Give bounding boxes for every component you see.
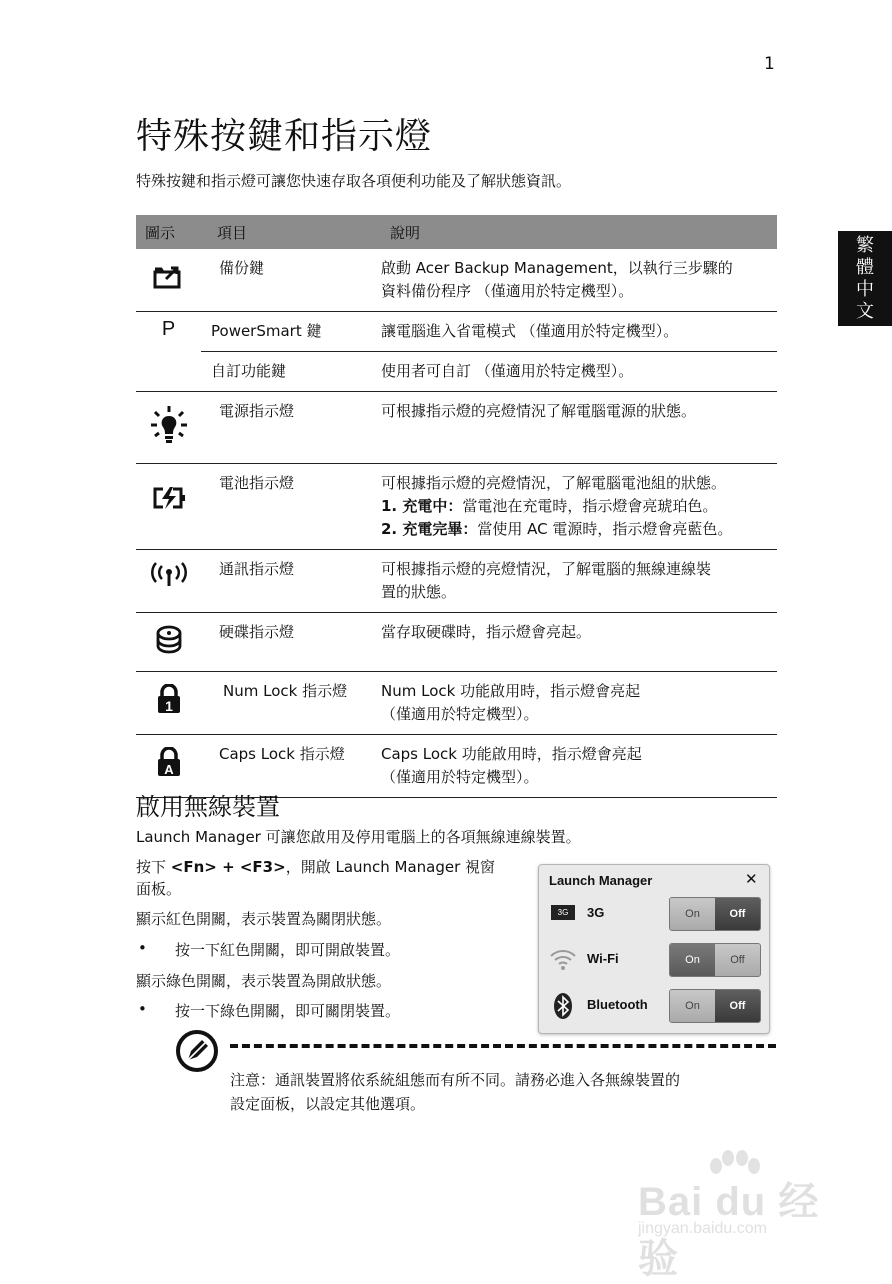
table-row bbox=[136, 312, 777, 352]
table-cell-item: PowerSmart 鍵 bbox=[201, 312, 381, 352]
lm-row-bluetooth bbox=[549, 989, 761, 1023]
wireless-intro: Launch Manager 可讓您啟用及停用電腦上的各項無線連線裝置。 bbox=[136, 828, 581, 846]
3g-icon: 3G bbox=[551, 905, 575, 920]
header-icon: 圖示 bbox=[136, 215, 201, 249]
note-line: 注意：通訊裝置將依系統組態而有所不同。請務必進入各無線裝置的 bbox=[230, 1071, 681, 1089]
page-title: 特殊按鍵和指示燈 bbox=[136, 116, 433, 157]
svg-text:A: A bbox=[163, 762, 174, 777]
table-row bbox=[136, 613, 777, 672]
table-cell-item: 電源指示燈 bbox=[201, 392, 381, 464]
table-row bbox=[136, 392, 777, 464]
toggle-on[interactable]: On bbox=[670, 944, 715, 976]
table-cell-item: 硬碟指示燈 bbox=[201, 613, 381, 672]
toggle-3g[interactable] bbox=[669, 897, 761, 931]
side-tab-char: 文 bbox=[856, 300, 874, 322]
toggle-on[interactable]: On bbox=[670, 990, 715, 1022]
watermark-brand: Bai du 经验 bbox=[638, 1180, 820, 1281]
table-cell-desc: 可根據指示燈的亮燈情況了解電腦電源的狀態。 bbox=[381, 392, 777, 464]
toggle-off[interactable]: Off bbox=[715, 898, 760, 930]
num-lock-icon bbox=[156, 684, 182, 714]
wifi-icon bbox=[549, 947, 577, 971]
table-cell-item: 通訊指示燈 bbox=[201, 550, 381, 613]
table-cell-desc: 當存取硬碟時，指示燈會亮起。 bbox=[381, 613, 777, 672]
table-cell-desc: 置的狀態。 bbox=[381, 583, 457, 601]
toggle-bluetooth[interactable] bbox=[669, 989, 761, 1023]
p-key-icon: P bbox=[161, 318, 176, 340]
lm-label-3g: 3G bbox=[587, 905, 605, 920]
page-intro: 特殊按鍵和指示燈可讓您快速存取各項便利功能及了解狀態資訊。 bbox=[136, 172, 572, 190]
green-switch-bullet: 按一下綠色開關，即可關閉裝置。 bbox=[175, 1002, 401, 1020]
launch-manager-panel bbox=[538, 864, 770, 1034]
hdd-icon bbox=[155, 625, 183, 655]
green-switch-text: 顯示綠色開關，表示裝置為開啟狀態。 bbox=[136, 972, 392, 990]
table-cell-desc: Caps Lock 功能啟用時，指示燈會亮起 bbox=[381, 745, 642, 763]
lm-label-bluetooth: Bluetooth bbox=[587, 997, 648, 1012]
lm-row-3g bbox=[549, 897, 761, 931]
bullet: • bbox=[138, 939, 147, 957]
keys-indicators-table bbox=[136, 215, 777, 798]
lm-label-wifi: Wi-Fi bbox=[587, 951, 619, 966]
backup-icon bbox=[152, 261, 186, 289]
table-cell-desc: （僅適用於特定機型）。 bbox=[381, 705, 539, 723]
red-switch-bullet: 按一下紅色開關，即可開啟裝置。 bbox=[175, 941, 401, 959]
table-cell-item: 電池指示燈 bbox=[201, 464, 381, 550]
sub-item-text: 當使用 AC 電源時，指示燈會亮藍色。 bbox=[477, 520, 733, 538]
side-tab-char: 體 bbox=[856, 256, 874, 278]
section-heading-wireless: 啟用無線裝置 bbox=[136, 793, 280, 821]
toggle-on[interactable]: On bbox=[670, 898, 715, 930]
note-icon bbox=[175, 1029, 219, 1073]
note-line: 設定面板，以設定其他選項。 bbox=[230, 1095, 426, 1113]
table-row bbox=[136, 352, 777, 392]
note-divider bbox=[230, 1044, 776, 1048]
launch-manager-title: Launch Manager bbox=[549, 873, 653, 888]
lm-row-wifi bbox=[549, 943, 761, 977]
close-icon[interactable]: ✕ bbox=[745, 870, 758, 888]
toggle-off[interactable]: Off bbox=[715, 990, 760, 1022]
baidu-watermark bbox=[632, 1150, 852, 1281]
wireless-icon bbox=[150, 562, 188, 588]
header-description: 說明 bbox=[381, 215, 777, 249]
bullet: • bbox=[138, 1000, 147, 1018]
header-item: 項目 bbox=[201, 215, 381, 249]
toggle-wifi[interactable] bbox=[669, 943, 761, 977]
toggle-off[interactable]: Off bbox=[715, 944, 760, 976]
table-cell-item: Caps Lock 指示燈 bbox=[201, 735, 381, 798]
red-switch-text: 顯示紅色開關，表示裝置為關閉狀態。 bbox=[136, 910, 392, 928]
table-header-row bbox=[136, 215, 777, 249]
caps-lock-icon bbox=[156, 747, 182, 777]
sub-item-number: 1. 充電中： bbox=[381, 497, 463, 515]
page-number: 1 bbox=[764, 54, 775, 74]
sub-item-text: 當電池在充電時，指示燈會亮琥珀色。 bbox=[462, 497, 718, 515]
press-keys: <Fn> + <F3> bbox=[170, 858, 286, 876]
table-row bbox=[136, 249, 777, 312]
bluetooth-icon bbox=[553, 992, 573, 1020]
press-prefix: 按下 bbox=[136, 858, 171, 876]
press-suffix: ，開啟 Launch Manager 視窗 bbox=[285, 858, 496, 876]
note-text bbox=[230, 1068, 760, 1116]
table-cell-item: 備份鍵 bbox=[201, 249, 381, 312]
table-cell-desc: （僅適用於特定機型）。 bbox=[381, 768, 539, 786]
table-cell-desc: 可根據指示燈的亮燈情況，了解電腦的無線連線裝 bbox=[381, 560, 712, 578]
language-side-tab bbox=[838, 231, 892, 326]
table-cell-desc: Num Lock 功能啟用時，指示燈會亮起 bbox=[381, 682, 641, 700]
side-tab-char: 中 bbox=[856, 278, 874, 300]
table-row bbox=[136, 550, 777, 613]
power-light-icon bbox=[149, 404, 189, 448]
press-instruction bbox=[136, 856, 495, 900]
table-cell-desc: 使用者可自訂 （僅適用於特定機型）。 bbox=[381, 352, 777, 392]
table-row bbox=[136, 464, 777, 550]
press-line2: 面板。 bbox=[136, 880, 182, 898]
watermark-url: jingyan.baidu.com bbox=[638, 1220, 767, 1237]
svg-text:1: 1 bbox=[164, 698, 173, 714]
table-cell-desc: 可根據指示燈的亮燈情況，了解電腦電池組的狀態。 bbox=[381, 474, 727, 492]
table-cell-desc: 啟動 Acer Backup Management，以執行三步驟的 bbox=[381, 259, 733, 277]
sub-item-number: 2. 充電完畢： bbox=[381, 520, 478, 538]
battery-icon bbox=[151, 486, 187, 510]
table-cell-desc: 資料備份程序 （僅適用於特定機型）。 bbox=[381, 282, 634, 300]
side-tab-char: 繁 bbox=[856, 234, 874, 256]
table-cell-item: 自訂功能鍵 bbox=[201, 352, 381, 392]
table-row bbox=[136, 672, 777, 735]
table-cell-desc: 讓電腦進入省電模式 （僅適用於特定機型）。 bbox=[381, 312, 777, 352]
table-cell-item: Num Lock 指示燈 bbox=[201, 672, 381, 735]
